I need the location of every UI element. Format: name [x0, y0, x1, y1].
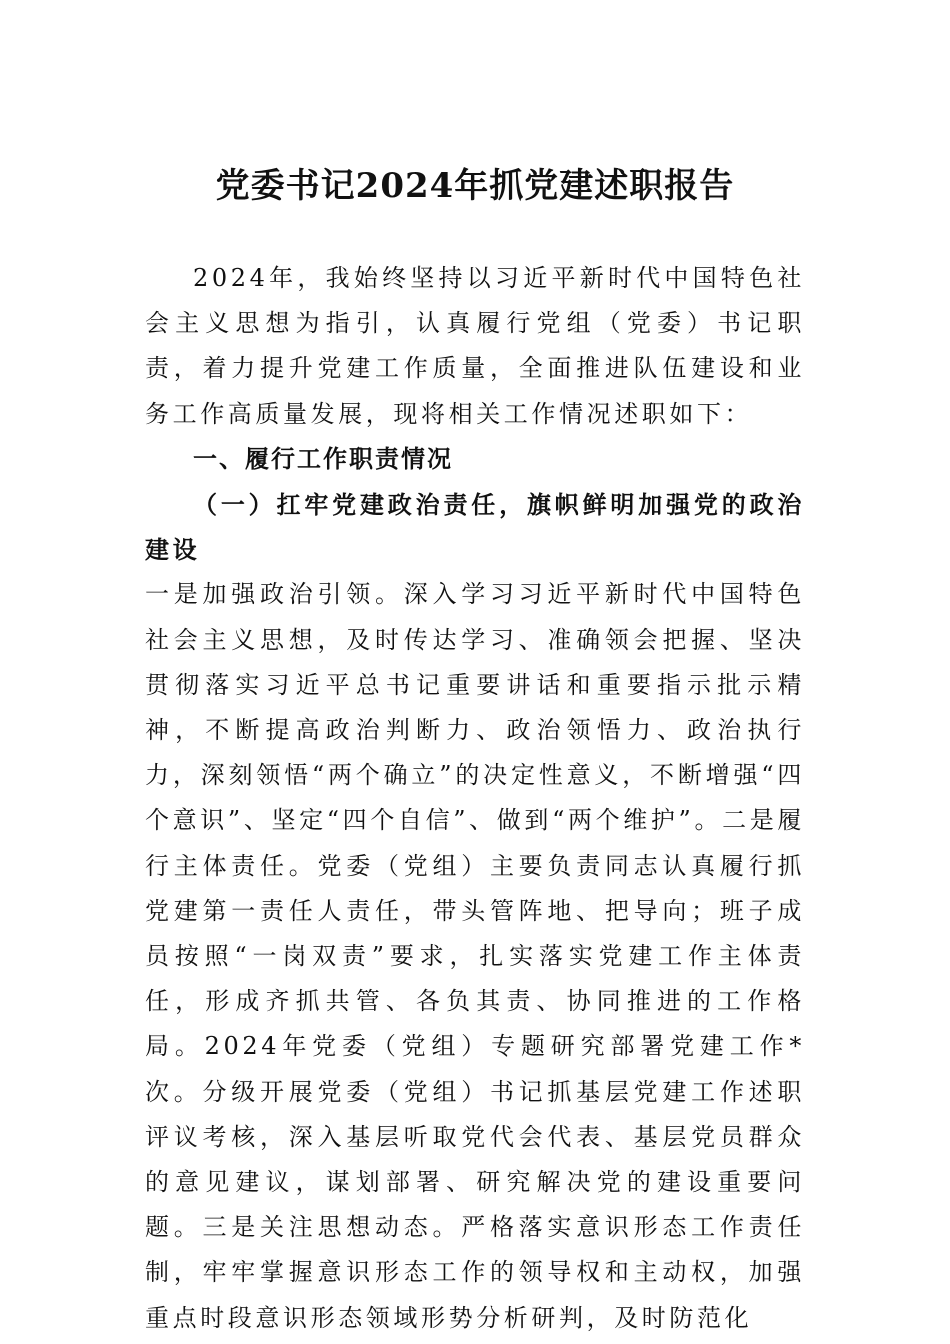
intro-paragraph: 2024年，我始终坚持以习近平新时代中国特色社会主义思想为指引，认真履行党组（党委）书记职责，着力提升党建工作质量，全面推进队伍建设和业务工作高质量发展，现将相关工作情况述职如下：	[145, 264, 805, 428]
document-title: 党委书记2024年抓党建述职报告	[215, 166, 735, 206]
document-body	[145, 256, 805, 1341]
section-heading: 一、履行工作职责情况	[193, 444, 453, 473]
subsection-heading: （一）扛牢党建政治责任，旗帜鲜明加强党的政治建设	[145, 490, 805, 565]
body-paragraph: 一是加强政治引领。深入学习习近平新时代中国特色社会主义思想，及时传达学习、准确领会把握、坚决贯彻落实习近平总书记重要讲话和重要指示批示精神，不断提高政治判断力、政治领悟力、政治执行力，深刻领悟“两个确立”的决定性意义，不断增强“四个意识”、坚定“四个自信”、做到“两个维护”。二是履行主体责任。党委（党组）主要负责同志认真履行抓党建第一责任人责任，带头管阵地、把导向；班子成员按照“一岗双责”要求，扎实落实党建工作主体责任，形成齐抓共管、各负其责、协同推进的工作格局。2024年党委（党组）专题研究部署党建工作*次。分级开展党委（党组）书记抓基层党建工作述职评议考核，深入基层听取党代会代表、基层党员群众的意见建议，谋划部署、研究解决党的建设重要问题。三是关注思想动态。严格落实意识形态工作责任制，牢牢掌握意识形态工作的领导权和主动权，加强重点时段意识形态领域形势分析研判，及时防范化	[145, 580, 805, 1332]
